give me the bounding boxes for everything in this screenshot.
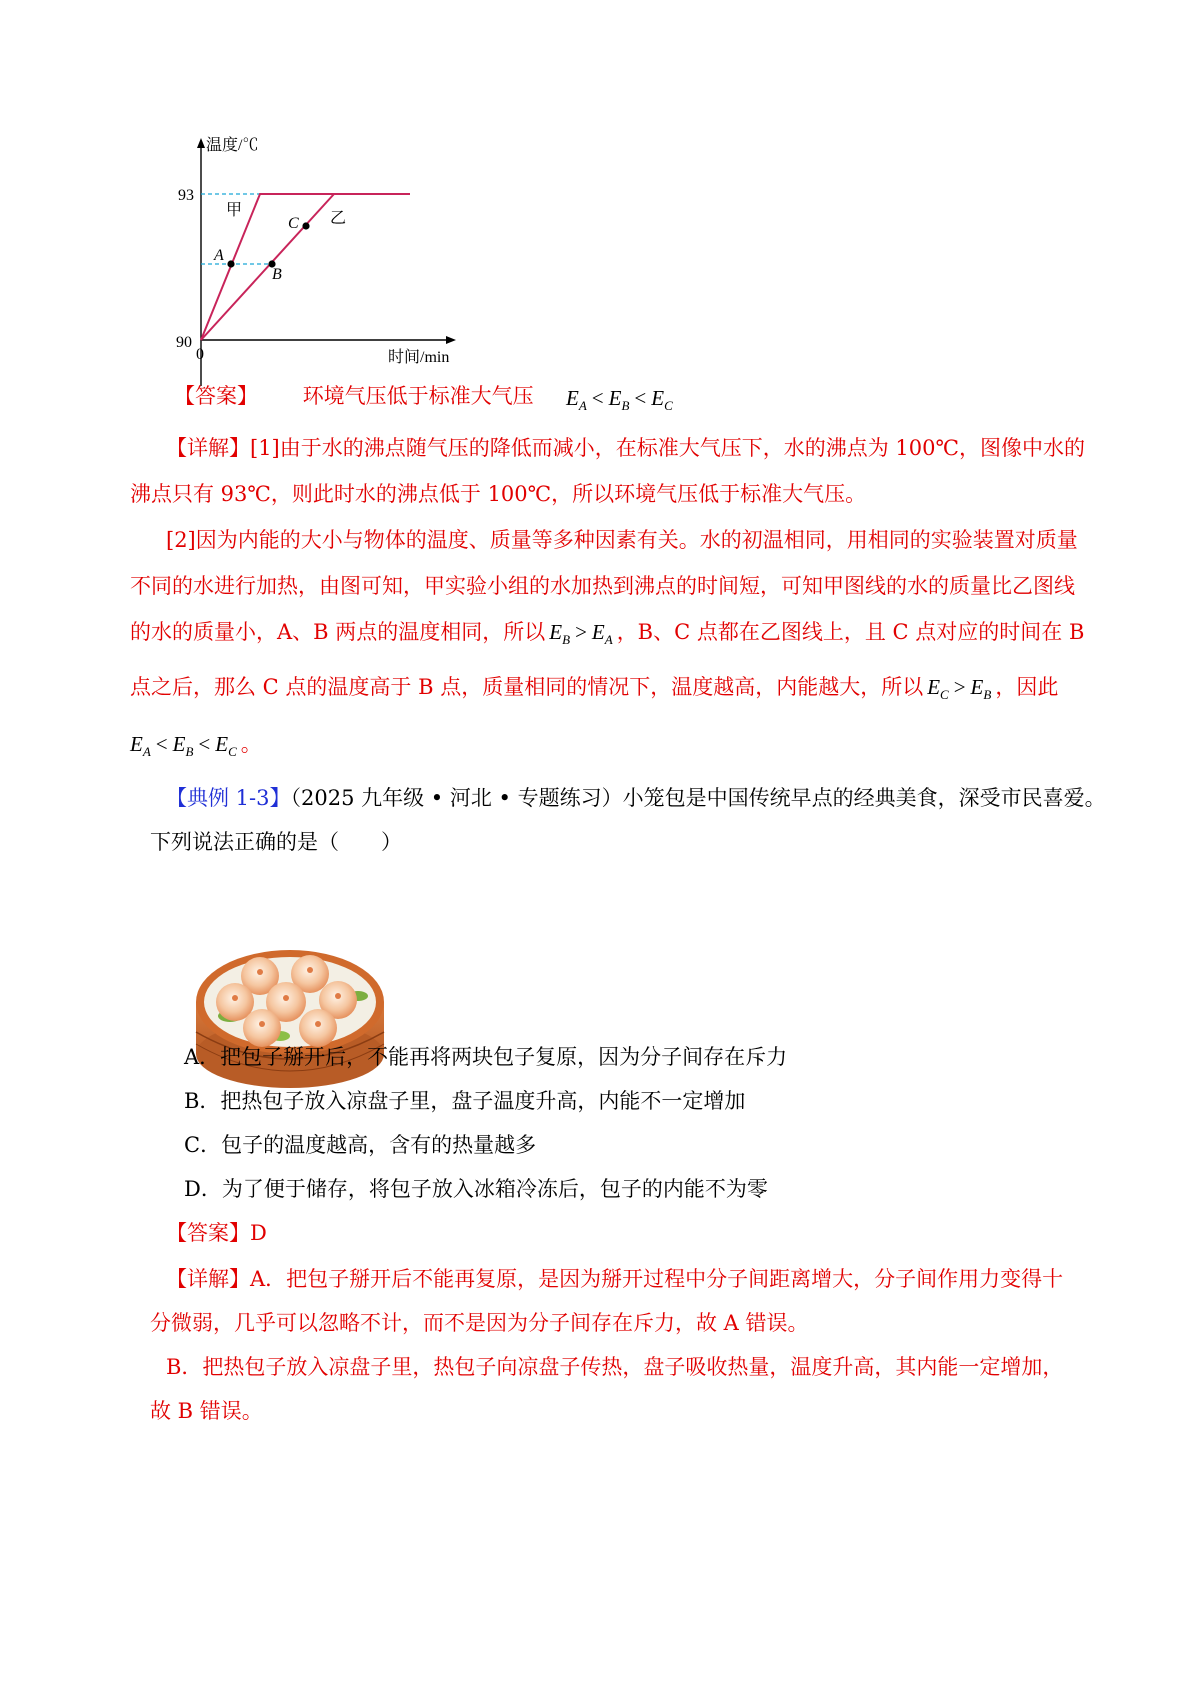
c-sub: C — [228, 744, 237, 759]
explain-1-text-5b: ，B、C 点都在乙图线上，且 C 点对应的时间在 B — [616, 620, 1085, 644]
e-symbol: E — [927, 675, 941, 699]
series-yi-label: 乙 — [330, 208, 347, 227]
lt-symbol: < — [198, 732, 211, 756]
lt-1: < — [591, 386, 604, 410]
e-symbol: E — [970, 675, 984, 699]
answer-1-tag: 【答案】 — [174, 384, 258, 408]
y-axis-label: 温度/℃ — [206, 137, 259, 154]
y-tick-90: 90 — [176, 334, 192, 351]
choice-d: D．为了便于储存，将包子放入冰箱冷冻后，包子的内能不为零 — [184, 1177, 768, 1201]
series-jia-label: 甲 — [226, 200, 243, 219]
gt-symbol: > — [575, 620, 587, 644]
explain-1-text-1: [1]由于水的沸点随气压的降低而减小，在标准大气压下，水的沸点为 100℃，图像中水的 — [250, 436, 1085, 460]
explain-1-text-6a: 点之后，那么 C 点的温度高于 B 点，质量相同的情况下，温度越高，内能越大，所以 — [130, 675, 924, 699]
point-b-label: B — [272, 266, 282, 283]
explain-2-tag: 【详解】 — [166, 1267, 250, 1291]
b-sub: B — [562, 632, 571, 647]
e-symbol: E — [549, 620, 563, 644]
ec-sub: C — [664, 398, 673, 413]
x-axis-arrow — [446, 336, 456, 344]
e-symbol: E — [591, 620, 605, 644]
ea: E — [566, 386, 579, 410]
b-sub: B — [983, 687, 992, 702]
formula-eb-gt-ea — [549, 620, 613, 647]
explain-1-text-7-end: 。 — [240, 732, 262, 756]
explain-1-line-3: [2]因为内能的大小与物体的温度、质量等多种因素有关。水的初温相同，用相同的实验装置对质量 — [166, 528, 1078, 552]
answer-2-tag: 【答案】 — [166, 1221, 250, 1245]
explain-1-text-6b: ，因此 — [995, 675, 1059, 699]
xiaolongbao-steamer-image — [190, 936, 390, 1104]
y-tick-93: 93 — [178, 187, 194, 204]
point-c-label: C — [288, 215, 299, 232]
eb-sub: B — [621, 398, 630, 413]
point-a-label: A — [214, 247, 224, 264]
explain-2-text-1: A．把包子掰开后不能再复原，是因为掰开过程中分子间距离增大，分子间作用力变得十 — [250, 1267, 1064, 1291]
explain-1-line-7 — [130, 729, 262, 767]
example-stem-line-1 — [166, 783, 1106, 813]
e-symbol: E — [172, 732, 186, 756]
b-sub: B — [185, 744, 194, 759]
example-tag: 【典例 1-3】 — [166, 786, 291, 810]
eb: E — [608, 386, 622, 410]
gt-symbol: > — [953, 675, 966, 699]
a-sub: A — [142, 744, 151, 759]
explain-1-line-6 — [130, 672, 1058, 710]
explain-2-line-2: 分微弱，几乎可以忽略不计，而不是因为分子间存在斥力，故 A 错误。 — [150, 1311, 809, 1335]
point-c-dot — [302, 222, 309, 229]
explain-1-line-4: 不同的水进行加热，由图可知，甲实验小组的水加热到沸点的时间短，可知甲图线的水的质量比乙图线 — [130, 574, 1075, 598]
ea-sub: A — [578, 398, 587, 413]
choice-a: A．把包子掰开后，不能再将两块包子复原，因为分子间存在斥力 — [184, 1045, 788, 1069]
formula-ec-gt-eb — [927, 675, 992, 702]
origin-label: 0 — [196, 346, 204, 363]
answer-1-row — [174, 381, 534, 411]
c-sub: C — [940, 687, 949, 702]
temperature-time-graph — [176, 137, 488, 403]
answer-2-value: D — [250, 1221, 267, 1245]
answer-2-row — [166, 1218, 267, 1248]
answer-1-formula — [566, 383, 673, 421]
example-stem-line-2: 下列说法正确的是（ ） — [150, 830, 402, 854]
e-symbol: E — [215, 732, 229, 756]
example-stem-1: （2025 九年级 • 河北 • 专题练习）小笼包是中国传统早点的经典美食，深受市民喜爱。 — [290, 786, 1106, 810]
lt-symbol: < — [155, 732, 168, 756]
explain-1-line-1 — [166, 433, 1085, 463]
formula-ea-lt-eb-lt-ec — [130, 732, 237, 759]
lt-2: < — [634, 386, 647, 410]
choice-b: B．把热包子放入凉盘子里，盘子温度升高，内能不一定增加 — [184, 1089, 746, 1113]
choice-c: C．包子的温度越高，含有的热量越多 — [184, 1133, 537, 1157]
point-a-dot — [227, 260, 234, 267]
explain-1-line-5 — [130, 617, 1084, 655]
explain-2-line-4: 故 B 错误。 — [150, 1399, 263, 1423]
x-axis-label: 时间/min — [388, 349, 450, 366]
explain-1-tag: 【详解】 — [166, 436, 250, 460]
e-symbol: E — [130, 732, 143, 756]
explain-1-line-2: 沸点只有 93℃，则此时水的沸点低于 100℃，所以环境气压低于标准大气压。 — [130, 482, 867, 506]
explain-1-text-5a: 的水的质量小，A、B 两点的温度相同，所以 — [130, 620, 546, 644]
a-sub: A — [604, 632, 613, 647]
explain-2-line-3: B．把热包子放入凉盘子里，热包子向凉盘子传热，盘子吸收热量，温度升高，其内能一定增加， — [166, 1355, 1064, 1379]
y-axis-arrow — [197, 138, 205, 148]
curve-yi — [201, 194, 334, 340]
ec: E — [651, 386, 665, 410]
answer-1-blank1: 环境气压低于标准大气压 — [302, 384, 534, 408]
explain-2-line-1 — [166, 1264, 1063, 1294]
